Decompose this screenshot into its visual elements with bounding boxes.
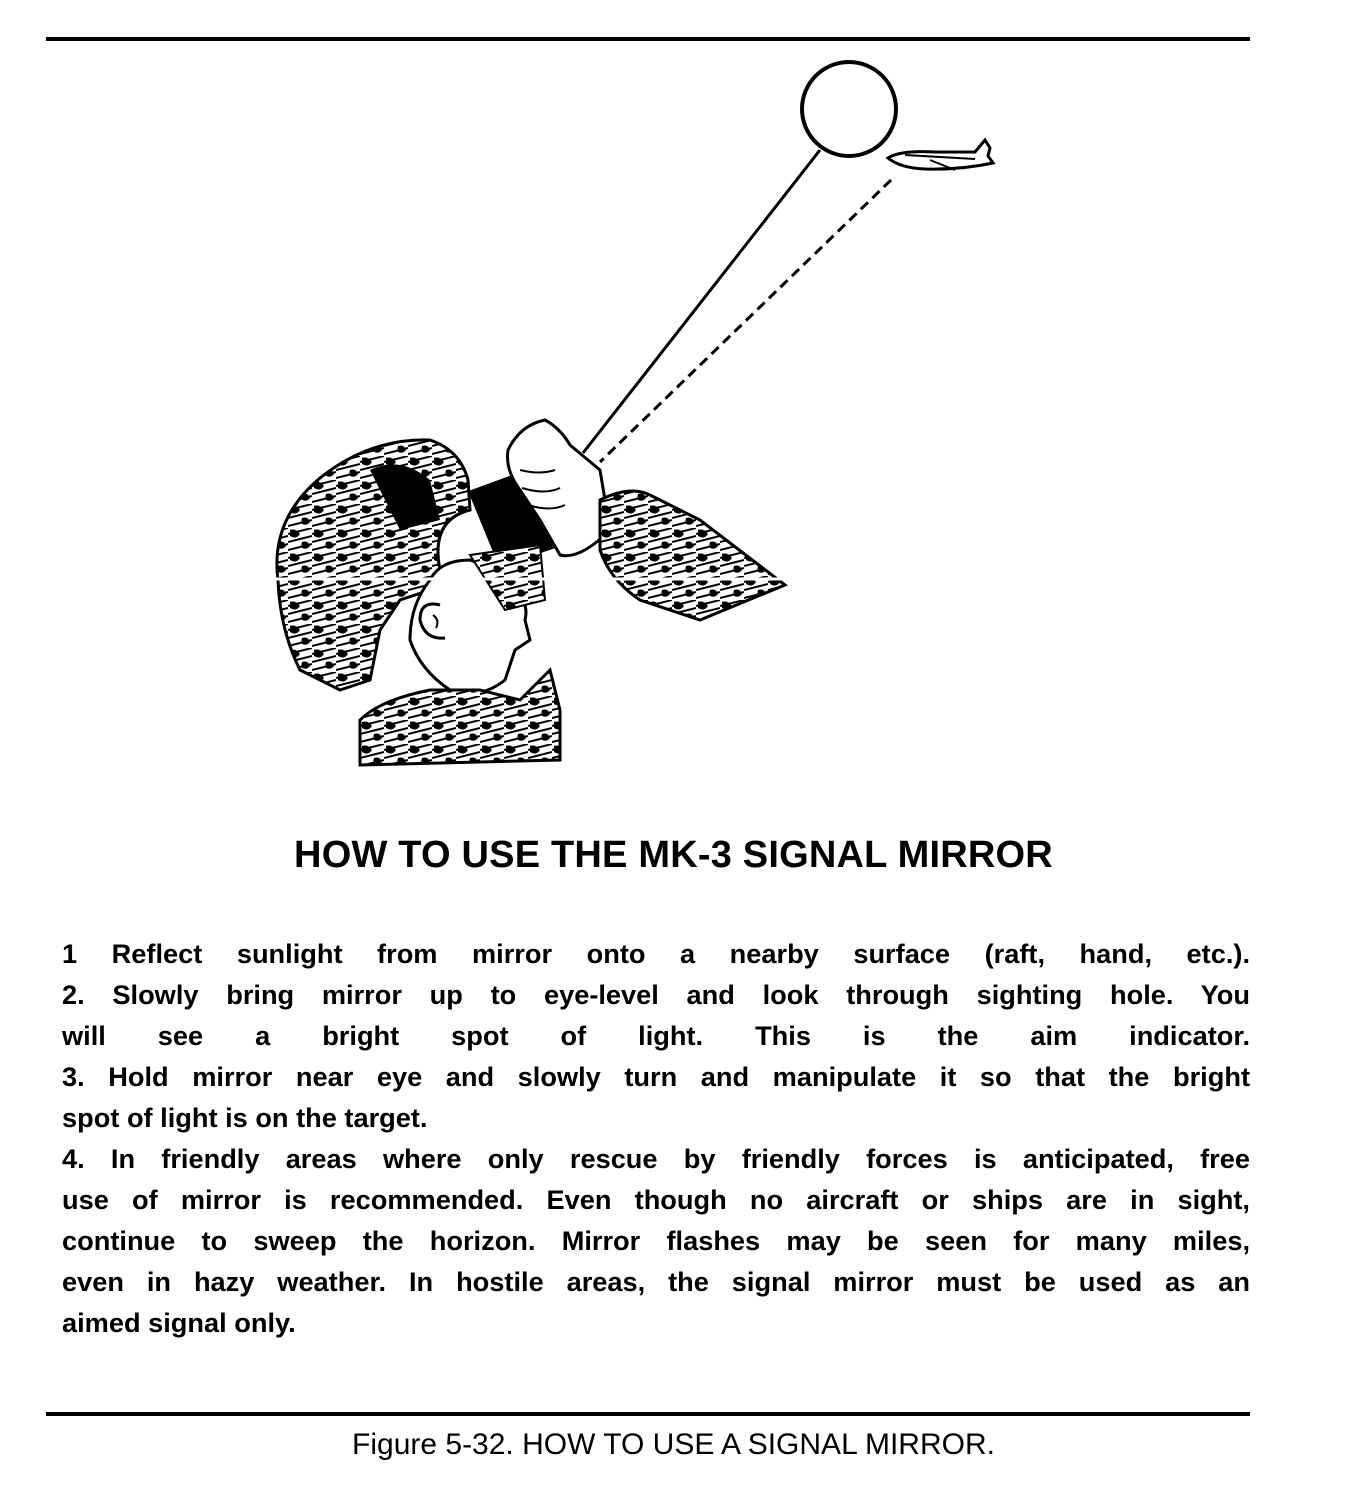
section-heading: HOW TO USE THE MK-3 SIGNAL MIRROR [294,834,1053,876]
figure-caption: Figure 5-32. HOW TO USE A SIGNAL MIRROR. [352,1428,995,1461]
soldier-figure [277,420,785,765]
aircraft-icon [888,140,993,170]
step-4-line: use of mirror is recommended. Even though no aircraft or ships are in sight, [62,1184,1250,1215]
bottom-divider [46,1412,1250,1416]
step-3-line: spot of light is on the target. [62,1102,428,1133]
step-2-line: 2. Slowly bring mirror up to eye-level and look through sighting hole. You [62,979,1250,1010]
step-4-line: continue to sweep the horizon. Mirror flashes may be seen for many miles, [62,1225,1250,1256]
step-3-line: 3. Hold mirror near eye and slowly turn and manipulate it so that the bright [62,1061,1250,1092]
step-4-line: 4. In friendly areas where only rescue by friendly forces is anticipated, free [62,1143,1250,1174]
step-4-line: even in hazy weather. In hostile areas, the signal mirror must be used as an [62,1266,1250,1297]
sun-icon [802,62,896,156]
instruction-steps [62,933,1250,1343]
sunlight-ray [583,150,820,453]
step-2-line: will see a bright spot of light. This is the aim indicator. [62,1020,1250,1051]
step-4-line: aimed signal only. [62,1307,296,1338]
step-1-line: 1 Reflect sunlight from mirror onto a nearby surface (raft, hand, etc.). [62,938,1250,969]
aim-line [600,180,891,462]
